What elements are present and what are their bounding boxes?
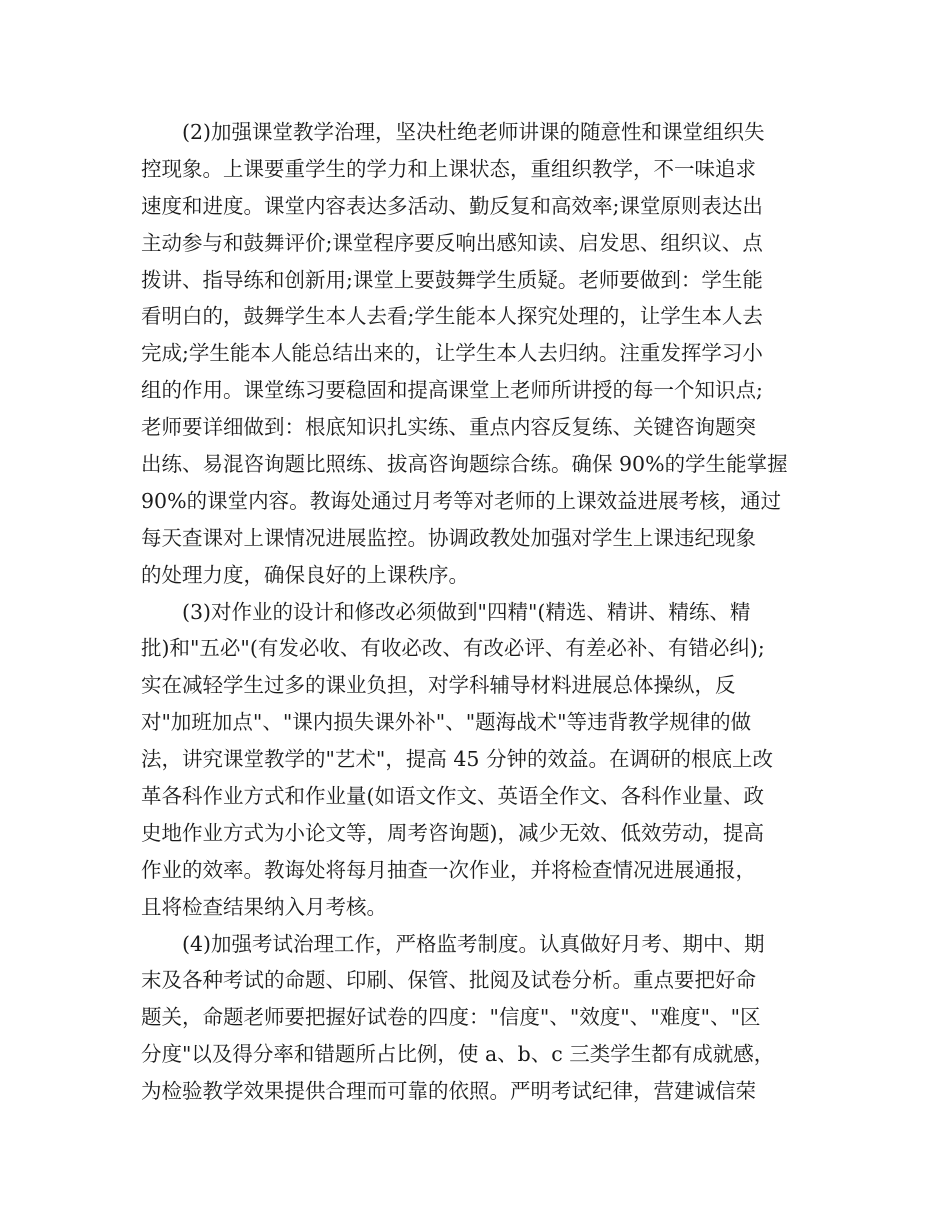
text-line: 革各科作业方式和作业量(如语文作文、英语全作文、各科作业量、政 (141, 784, 764, 809)
text-line: 为检验教学效果提供合理而可靠的依照。严明考试纪律，营建诚信荣 (141, 1079, 756, 1104)
text-line: 拨讲、指导练和创新用;课堂上要鼓舞学生质疑。老师要做到：学生能 (141, 267, 763, 292)
paragraph-2 (141, 114, 821, 594)
text-line: 实在减轻学生过多的课业负担，对学科辅导材料进展总体操纵，反 (141, 673, 736, 698)
text-line: 每天查课对上课情况进展监控。协调政教处加强对学生上课违纪现象 (141, 525, 756, 550)
text-line: 史地作业方式为小论文等，周考咨询题)，减少无效、低效劳动，提高 (141, 820, 764, 845)
text-line: 批)和"五必"(有发必收、有收必改、有改必评、有差必补、有错必纠); (141, 636, 765, 661)
text-line: 速度和进度。课堂内容表达多活动、勤反复和高效率;课堂原则表达出 (141, 193, 763, 218)
text-line: 法，讲究课堂教学的"艺术"，提高 45 分钟的效益。在调研的根底上改 (141, 747, 773, 772)
text-line: 分度"以及得分率和错题所占比例，使 a、b、c 三类学生都有成就感， (141, 1042, 775, 1067)
text-line: 题关，命题老师要把握好试卷的四度："信度"、"效度"、"难度"、"区 (141, 1005, 761, 1030)
text-line: 组的作用。课堂练习要稳固和提高课堂上老师所讲授的每一个知识点; (141, 378, 763, 403)
text-line: 对"加班加点"、"课内损失课外补"、"题海战术"等违背教学规律的做 (141, 710, 752, 735)
text-line: 出练、易混咨询题比照练、拔高咨询题综合练。确保 90%的学生能掌握 (141, 452, 788, 477)
paragraph-3 (141, 594, 821, 926)
text-line: 末及各种考试的命题、印刷、保管、批阅及试卷分析。重点要把好命 (141, 968, 756, 993)
text-line: 看明白的，鼓舞学生本人去看;学生能本人探究处理的，让学生本人去 (141, 304, 763, 329)
document-body (141, 114, 821, 1110)
text-line: 主动参与和鼓舞评价;课堂程序要反响出感知读、启发思、组织议、点 (141, 230, 763, 255)
text-line: 且将检查结果纳入月考核。 (141, 894, 387, 919)
text-line: 的处理力度，确保良好的上课秩序。 (141, 562, 469, 587)
text-line: (2)加强课堂教学治理，坚决杜绝老师讲课的随意性和课堂组织失 (182, 120, 765, 144)
text-line: 完成;学生能本人能总结出来的，让学生本人去归纳。注重发挥学习小 (141, 341, 763, 366)
text-line: 作业的效率。教诲处将每月抽查一次作业，并将检查情况进展通报， (141, 857, 756, 882)
paragraph-4 (141, 926, 821, 1110)
text-line: (3)对作业的设计和修改必须做到"四精"(精选、精讲、精练、精 (182, 599, 751, 624)
text-line: 控现象。上课要重学生的学力和上课状态，重组织教学，不一味追求 (141, 156, 756, 181)
text-line: (4)加强考试治理工作，严格监考制度。认真做好月考、期中、期 (182, 931, 765, 956)
text-line: 90%的课堂内容。教诲处通过月考等对老师的上课效益进展考核，通过 (141, 488, 782, 513)
text-line: 老师要详细做到：根底知识扎实练、重点内容反复练、关键咨询题突 (141, 415, 756, 440)
